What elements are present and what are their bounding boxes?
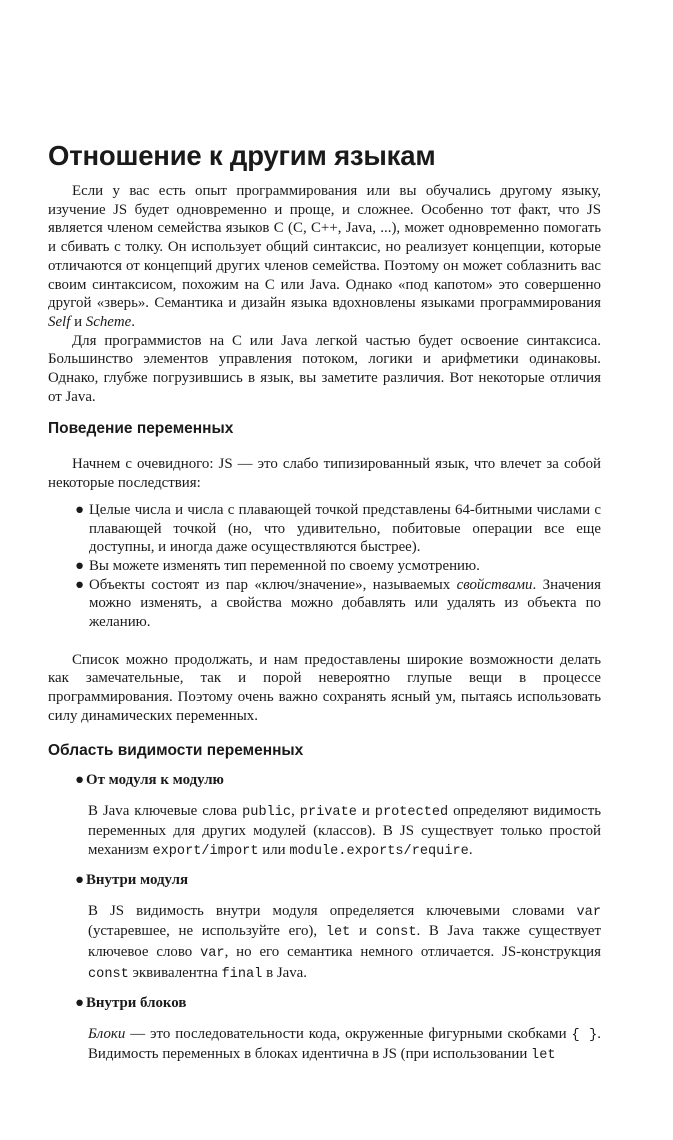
section1-paragraph-1: Начнем с очевидного: JS — это слабо типизированный язык, что влечет за собой некоторые последствия: — [48, 456, 601, 492]
keyword-let: let — [325, 925, 351, 941]
body-text: в Java. — [262, 964, 308, 981]
code-module-exports: module.exports/require — [289, 843, 469, 859]
section-heading-scope: Область видимости переменных — [48, 741, 304, 759]
bullet-icon: ● — [75, 557, 84, 574]
scope-item-title — [48, 994, 601, 1013]
list-item-text-b: . Значения можно изменять, а свойства можно добавлять или удалять из объекта по желанию. — [89, 576, 601, 631]
self-language: Self — [48, 313, 71, 330]
section1-paragraph-2: Список можно продолжать, и нам предоставлены широкие возможности делать как замечательные, так и порой невероятно глупые вещи в процессе программирования. Поэтому очень важно сохранять ясный ум, пытаясь использовать силу динамических переменных. — [48, 651, 601, 724]
body-text: и — [356, 802, 375, 819]
list-item — [75, 557, 601, 576]
body-text: определяют видимость переменных для других модулей (классов). В JS существует только простой механизм — [88, 802, 601, 858]
scope-item-body — [88, 902, 601, 985]
list-item — [75, 501, 601, 557]
body-text: . Видимость переменных в блоках идентична в JS (при использовании — [88, 1025, 601, 1063]
page — [0, 140, 673, 1140]
list-item — [75, 576, 601, 632]
body-text: — это последовательности кода, окруженные фигурными скобками — [125, 1025, 572, 1042]
keyword-final: final — [221, 966, 263, 982]
body-text: , но его семантика немного отличается. JS-конструкция — [224, 944, 602, 961]
list-item-text: Вы можете изменять тип переменной по своему усмотрению. — [89, 557, 480, 574]
scope-item-module-to-module — [48, 771, 601, 862]
list-item-text-a: Объекты состоят из пар «ключ/значение», называемых — [89, 576, 457, 593]
body-text: , — [291, 802, 300, 819]
body-text: В Java ключевые слова — [88, 802, 243, 819]
intro-paragraph-1 — [48, 182, 601, 332]
bullet-icon: ● — [75, 871, 84, 888]
scope-item-title-text: Внутри модуля — [86, 871, 189, 888]
scope-item-title — [48, 871, 601, 890]
keyword-let-block: let — [531, 1048, 556, 1064]
keyword-private: private — [299, 804, 357, 820]
bullet-icon: ● — [75, 576, 84, 593]
intro-paragraph-2: Для программистов на С или Java легкой частью будет освоение синтаксиса. Большинство элементов управления потоком, логики и арифметики одинаковы. Однако, глубже погрузившись в язык, вы заметите различия. Вот некоторые отличия от Java. — [48, 332, 601, 405]
code-export-import: export/import — [152, 843, 259, 859]
body-text: эквивалентна — [128, 964, 222, 981]
keyword-const-js: const — [88, 966, 129, 982]
scope-item-title-text: От модуля к модулю — [86, 771, 224, 788]
keyword-var: var — [576, 904, 601, 920]
properties-term: свойствами — [456, 576, 533, 593]
body-text: В JS видимость внутри модуля определяется ключевыми словами — [88, 902, 577, 919]
scope-item-inside-module — [48, 871, 601, 985]
scope-item-title-text: Внутри блоков — [86, 994, 187, 1011]
keyword-const: const — [375, 925, 417, 941]
intro-text: Если у вас есть опыт программирования или вы обучались другому языку, изучение JS будет одновременно и проще, и сложнее. Особенно тот факт, что JS является членом семейства языков С (С, С++, Java, ...), может одновременно помогать и сбивать с толку. Он использует общий синтаксис, но реализует концепции, которые отличаются от концепций других членов семейства. Поэтому он может соблазнить вас своим синтаксисом, похожим на С или Java. Однако «под капотом» это совершенно другой «зверь». Семантика и дизайн языка вдохновлены языками программирования — [48, 183, 601, 312]
body-text: или — [258, 841, 290, 858]
code-braces: { } — [571, 1027, 598, 1043]
intro-end: . — [131, 313, 135, 330]
body-text: и — [350, 923, 376, 940]
scope-item-body — [88, 802, 601, 862]
scope-item-body — [88, 1025, 601, 1066]
bullet-icon: ● — [75, 994, 84, 1011]
intro-and: и — [70, 313, 86, 330]
keyword-protected: protected — [374, 804, 449, 820]
body-text: . В Java также существует ключевое слово — [88, 923, 601, 961]
scope-item-inside-blocks — [48, 994, 601, 1066]
list-item-text: Целые числа и числа с плавающей точкой представлены 64-битными числами с плавающей точкой (но, что удивительно, побитовые операции все еще доступны, и иногда даже осуществляются быстрее). — [89, 501, 601, 556]
body-text: (устаревшее, не используйте его), — [88, 923, 326, 940]
body-text: . — [468, 841, 473, 858]
bullet-list — [48, 501, 601, 632]
bullet-icon: ● — [75, 501, 84, 518]
scope-item-title — [48, 771, 601, 790]
keyword-public: public — [242, 804, 292, 820]
blocks-term: Блоки — [88, 1025, 126, 1042]
bullet-icon: ● — [75, 771, 84, 788]
section-heading-variables: Поведение переменных — [48, 420, 234, 438]
scheme-language: Scheme — [85, 313, 132, 330]
page-title: Отношение к другим языкам — [48, 140, 436, 171]
keyword-var-java: var — [200, 946, 225, 962]
